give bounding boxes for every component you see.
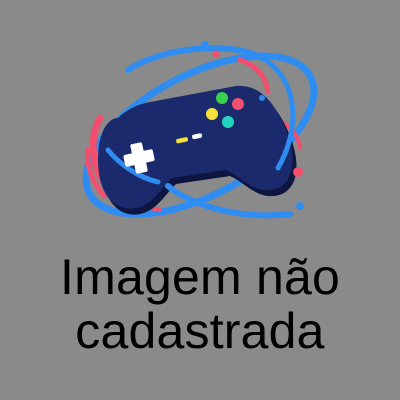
gamepad-body [98,86,297,215]
caption-line-2: cadastrada [75,303,325,359]
yellow-button-icon [206,108,218,120]
red-button-icon [232,98,244,110]
teal-button-icon [222,116,234,128]
caption-line-1: Imagem não [60,249,340,305]
placeholder-caption [0,250,400,358]
green-button-icon [216,92,228,104]
